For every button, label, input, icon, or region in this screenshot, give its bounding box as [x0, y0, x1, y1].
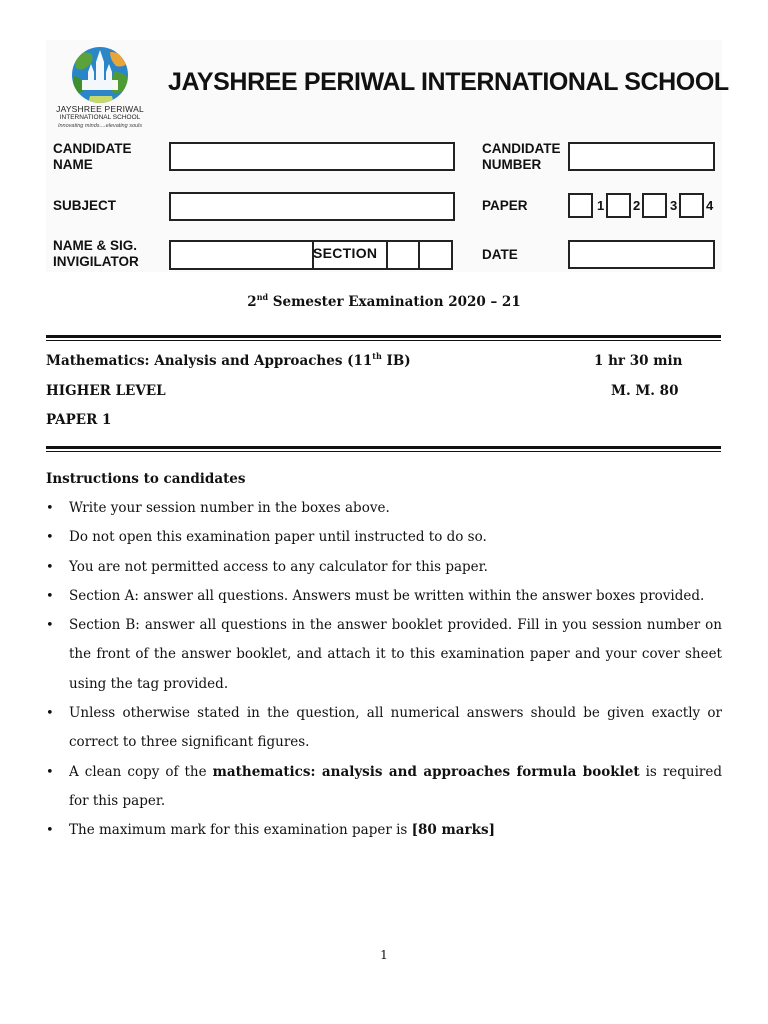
paper-4-checkbox[interactable]	[679, 193, 704, 218]
candidate-name-label-line2: NAME	[53, 157, 93, 172]
date-label: DATE	[482, 247, 518, 262]
invigilator-label-line1: NAME & SIG.	[53, 238, 138, 253]
bottom-double-rule-thick	[46, 446, 721, 449]
paper-1-checkbox[interactable]	[568, 193, 593, 218]
invigilator-section-field[interactable]	[169, 240, 453, 270]
instruction-item	[46, 816, 722, 845]
formula-booklet-emphasis: mathematics: analysis and approaches formula booklet	[212, 763, 640, 780]
instructions-list	[46, 494, 722, 846]
paper-3-checkbox[interactable]	[642, 193, 667, 218]
instructions-title: Instructions to candidates	[46, 471, 246, 487]
school-name-title: JAYSHREE PERIWAL INTERNATIONAL SCHOOL	[168, 68, 729, 96]
top-double-rule-thick	[46, 335, 721, 338]
subject-title	[46, 353, 411, 369]
globe-logo-icon	[52, 46, 148, 104]
instruction-item: • Section B: answer all questions in the answer booklet provided. Fill in you session number on the front of the answer booklet, and attach it to this examination paper and your cover sheet using the tag provided.	[46, 611, 722, 699]
logo-tagline: Innovating minds....elevating souls	[57, 123, 143, 129]
candidate-name-label-line1: CANDIDATE	[53, 141, 132, 156]
paper-4-number: 4	[706, 198, 714, 213]
candidate-number-field[interactable]	[568, 142, 715, 171]
instructions-section	[46, 465, 722, 846]
subject-label: SUBJECT	[53, 198, 117, 213]
subject-title-superscript: th	[372, 351, 382, 361]
paper-label: PAPER	[482, 198, 528, 213]
semester-number: 2	[247, 294, 257, 310]
instruction-text: is required for this paper.	[69, 763, 723, 809]
top-double-rule-thin	[46, 340, 721, 341]
date-field[interactable]	[568, 240, 715, 269]
logo-school-subtitle: INTERNATIONAL SCHOOL	[59, 114, 141, 121]
paper-1-number: 1	[597, 198, 605, 213]
paper-2-number: 2	[633, 198, 641, 213]
instruction-item: • Write your session number in the boxes above.	[46, 494, 722, 523]
bottom-double-rule-thin	[46, 451, 721, 452]
invigilator-label	[53, 238, 139, 270]
paper-3-number: 3	[670, 198, 678, 213]
subject-title-end: IB)	[381, 353, 411, 369]
candidate-number-label-line1: CANDIDATE	[482, 141, 561, 156]
exam-duration: 1 hr 30 min	[594, 353, 683, 369]
section-divider-3	[418, 240, 420, 270]
candidate-name-field[interactable]	[169, 142, 455, 171]
subject-title-main: Mathematics: Analysis and Approaches (11	[46, 353, 373, 369]
section-divider-2	[386, 240, 388, 270]
instruction-item: • Do not open this examination paper until instructed to do so.	[46, 523, 722, 552]
candidate-number-label	[482, 141, 561, 173]
instruction-text: A clean copy of the	[69, 763, 213, 780]
candidate-name-label	[53, 141, 132, 173]
logo-school-name: JAYSHREE PERIWAL	[56, 104, 144, 114]
exam-paper: PAPER 1	[46, 412, 112, 428]
paper-2-checkbox[interactable]	[606, 193, 631, 218]
section-label: SECTION	[313, 245, 378, 261]
candidate-number-label-line2: NUMBER	[482, 157, 542, 172]
semester-text: Semester Examination 2020 – 21	[268, 294, 521, 310]
instruction-item: • You are not permitted access to any calculator for this paper.	[46, 553, 722, 582]
school-logo	[52, 46, 148, 132]
page-number: 1	[380, 948, 388, 962]
semester-superscript: nd	[256, 292, 269, 302]
subject-field[interactable]	[169, 192, 455, 221]
max-marks-emphasis: [80 marks]	[411, 822, 495, 839]
instruction-item	[46, 758, 722, 817]
invigilator-label-line2: INVIGILATOR	[53, 254, 139, 269]
instruction-text: The maximum mark for this examination paper is	[69, 822, 412, 839]
instruction-item: • Unless otherwise stated in the question, all numerical answers should be given exactly or correct to three significant figures.	[46, 699, 722, 758]
semester-heading	[0, 294, 768, 310]
max-marks: M. M. 80	[611, 383, 679, 399]
instruction-item: • Section A: answer all questions. Answers must be written within the answer boxes provided.	[46, 582, 722, 611]
exam-level: HIGHER LEVEL	[46, 383, 166, 399]
